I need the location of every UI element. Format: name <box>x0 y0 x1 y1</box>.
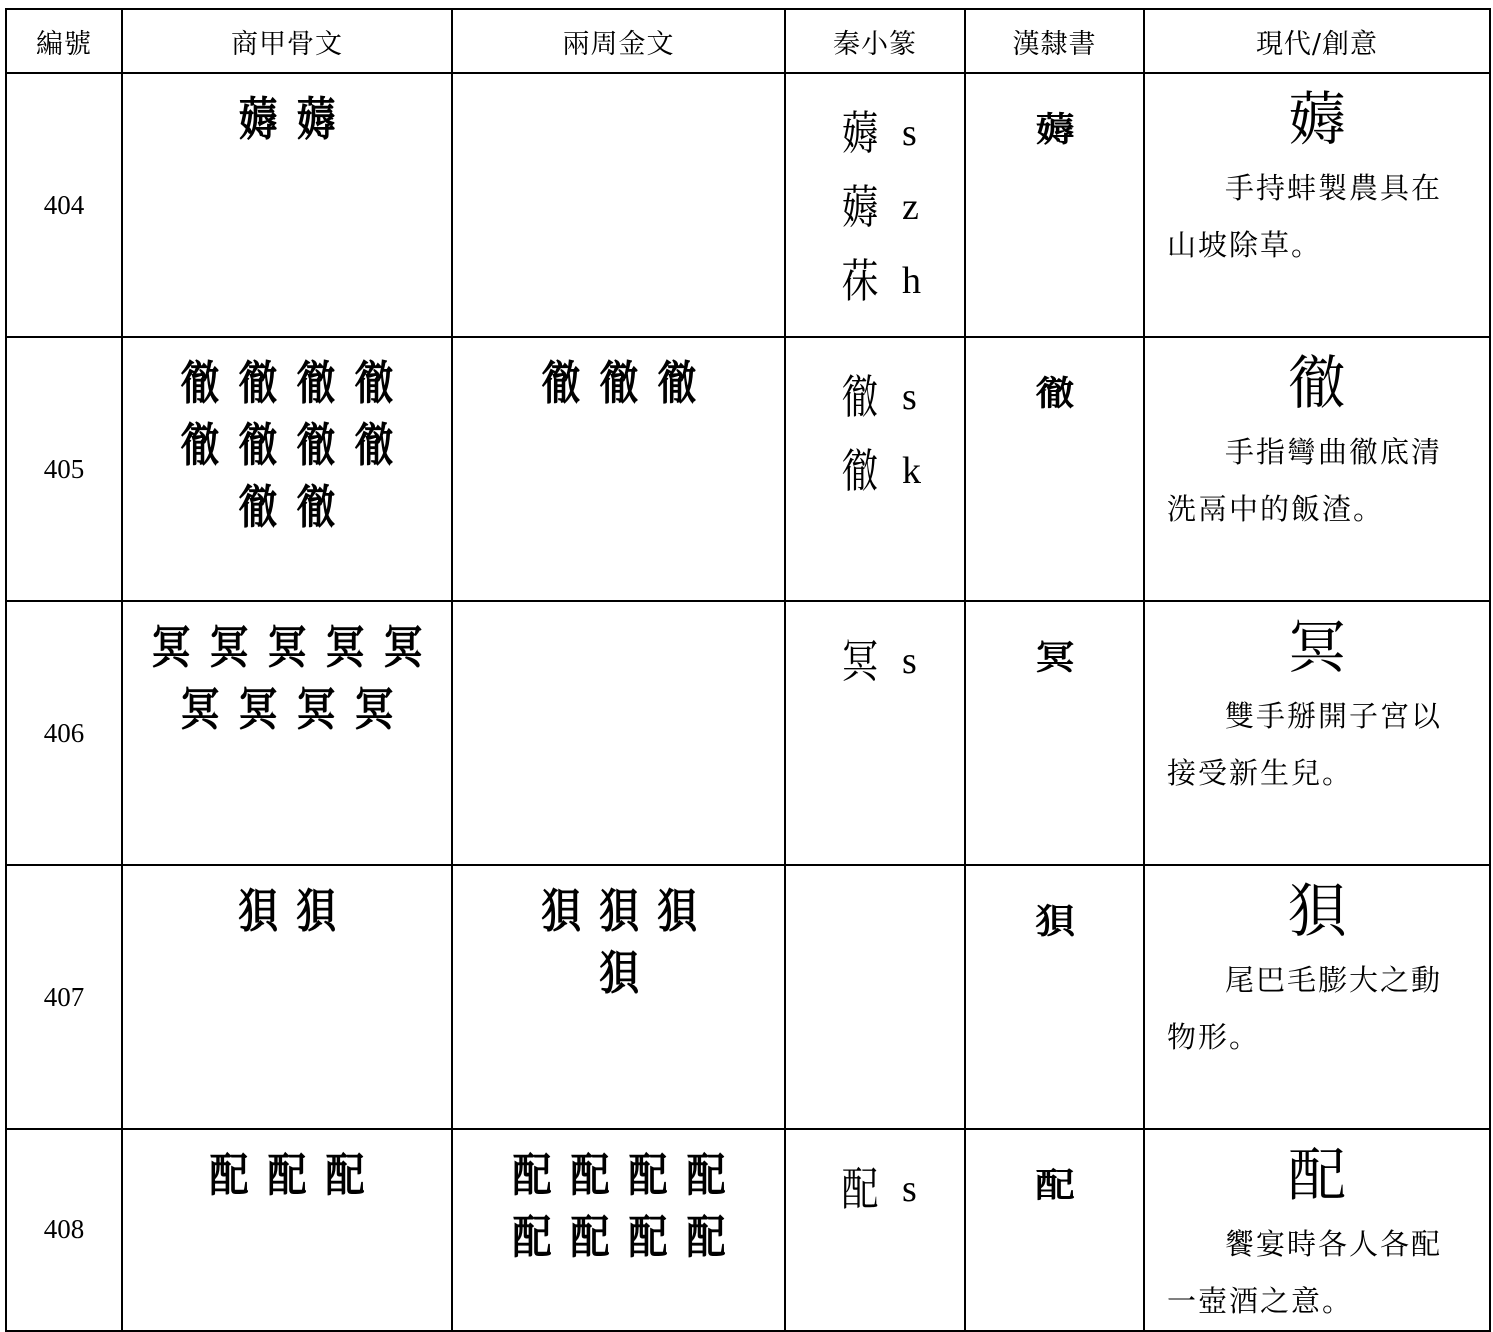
clerical-cell <box>965 73 1144 337</box>
bronze-glyph: 配 <box>685 1148 726 1202</box>
oracle-bone-glyph: 徹 <box>238 480 278 535</box>
oracle-bone-glyph: 狽 <box>238 884 278 938</box>
oracle-bone-line <box>135 88 439 150</box>
creative-explanation: 尾巴毛膨大之動物形。 <box>1167 962 1443 1054</box>
oracle-bone-cell <box>122 865 452 1129</box>
creative-explanation: 饗宴時各人各配一壺酒之意。 <box>1167 1226 1443 1318</box>
bronze-line <box>465 1144 772 1206</box>
bronze-glyph: 配 <box>685 1210 726 1265</box>
small-seal-cell <box>785 73 965 337</box>
bronze-glyph: 狽 <box>540 884 581 938</box>
modern-cell <box>1144 337 1490 601</box>
oracle-bone-glyph: 冥 <box>354 682 394 737</box>
modern-cell <box>1144 73 1490 337</box>
bronze-line <box>465 352 772 414</box>
small-seal-entry <box>836 434 964 508</box>
small-seal-source-tag: s <box>902 376 917 418</box>
small-seal-glyph: 薅 <box>841 106 879 160</box>
oracle-bone-glyph: 配 <box>209 1148 249 1202</box>
small-seal-glyph: 茠 <box>841 254 879 308</box>
oracle-bone-glyph: 徹 <box>238 418 278 473</box>
header-modern: 現代/創意 <box>1144 9 1490 73</box>
bronze-glyph: 徹 <box>656 356 697 410</box>
bronze-line <box>465 1206 772 1268</box>
oracle-bone-cell <box>122 337 452 601</box>
header-number: 編號 <box>6 9 122 73</box>
bronze-glyph: 配 <box>569 1148 610 1202</box>
oracle-bone-glyph: 冥 <box>209 620 249 674</box>
small-seal-glyph: 配 <box>841 1162 879 1216</box>
small-seal-source-tag: k <box>902 450 921 492</box>
oracle-bone-line <box>135 616 439 678</box>
small-seal-entry <box>836 96 964 170</box>
bronze-glyph: 配 <box>511 1148 552 1202</box>
oracle-bone-line <box>135 414 439 476</box>
bronze-cell <box>452 337 785 601</box>
clerical-cell <box>965 865 1144 1129</box>
creative-explanation: 雙手掰開子宮以接受新生兒。 <box>1167 698 1443 790</box>
creative-explanation: 手指彎曲徹底清洗鬲中的飯渣。 <box>1167 434 1443 526</box>
entry-number: 408 <box>6 1129 122 1331</box>
oracle-bone-cell <box>122 601 452 865</box>
modern-cell <box>1144 865 1490 1129</box>
small-seal-source-tag: s <box>902 640 917 682</box>
clerical-glyph: 徹 <box>1034 374 1075 414</box>
oracle-bone-glyph: 徹 <box>354 418 394 473</box>
oracle-bone-glyph: 配 <box>325 1148 365 1202</box>
bronze-glyph: 配 <box>627 1148 668 1202</box>
oracle-bone-line <box>135 476 439 538</box>
bronze-cell <box>452 73 785 337</box>
bronze-cell <box>452 1129 785 1331</box>
small-seal-entry <box>836 1152 964 1226</box>
clerical-cell <box>965 1129 1144 1331</box>
oracle-bone-glyph: 徹 <box>180 356 220 410</box>
modern-cell <box>1144 1129 1490 1331</box>
bronze-glyph: 配 <box>511 1210 552 1265</box>
modern-character: 冥 <box>1287 613 1346 681</box>
small-seal-entry <box>836 624 964 698</box>
clerical-cell <box>965 601 1144 865</box>
clerical-glyph: 薅 <box>1034 110 1075 150</box>
bronze-line <box>465 942 772 1004</box>
clerical-glyph: 狽 <box>1034 902 1075 942</box>
oracle-bone-glyph: 冥 <box>383 620 423 674</box>
oracle-bone-glyph: 配 <box>267 1148 307 1202</box>
oracle-bone-glyph: 冥 <box>267 620 307 674</box>
header-row <box>6 9 1490 73</box>
clerical-glyph: 冥 <box>1034 638 1075 678</box>
header-small-seal: 秦小篆 <box>785 9 965 73</box>
table-row <box>6 601 1490 865</box>
small-seal-cell <box>785 1129 965 1331</box>
bronze-glyph: 配 <box>569 1210 610 1265</box>
modern-character: 徹 <box>1287 349 1346 417</box>
modern-character: 薅 <box>1287 85 1346 153</box>
clerical-glyph: 配 <box>1034 1166 1075 1206</box>
creative-explanation: 手持蚌製農具在山坡除草。 <box>1167 170 1443 262</box>
modern-character: 狽 <box>1287 877 1346 945</box>
table-row <box>6 337 1490 601</box>
oracle-bone-glyph: 薅 <box>238 92 278 146</box>
small-seal-cell <box>785 337 965 601</box>
bronze-glyph: 狽 <box>598 884 639 938</box>
clerical-cell <box>965 337 1144 601</box>
oracle-bone-cell <box>122 73 452 337</box>
bronze-cell <box>452 865 785 1129</box>
oracle-bone-cell <box>122 1129 452 1331</box>
bronze-glyph: 配 <box>627 1210 668 1265</box>
small-seal-glyph: 徹 <box>841 370 879 424</box>
oracle-bone-glyph: 徹 <box>238 356 278 410</box>
bronze-glyph: 徹 <box>598 356 639 410</box>
oracle-bone-glyph: 冥 <box>180 682 220 737</box>
bronze-glyph: 徹 <box>540 356 581 410</box>
small-seal-glyph: 徹 <box>841 444 879 498</box>
oracle-bone-glyph: 徹 <box>296 356 336 410</box>
small-seal-glyph: 冥 <box>841 634 879 688</box>
oracle-bone-glyph: 徹 <box>354 356 394 410</box>
oracle-bone-line <box>135 1144 439 1206</box>
header-oracle-bone: 商甲骨文 <box>122 9 452 73</box>
entry-number: 405 <box>6 337 122 601</box>
oracle-bone-line <box>135 880 439 942</box>
oracle-bone-glyph: 冥 <box>325 620 365 674</box>
entry-number: 407 <box>6 865 122 1129</box>
small-seal-glyph: 薅 <box>841 180 879 234</box>
oracle-bone-line <box>135 678 439 740</box>
entry-number: 406 <box>6 601 122 865</box>
oracle-bone-glyph: 冥 <box>151 620 191 674</box>
header-clerical: 漢隸書 <box>965 9 1144 73</box>
header-bronze: 兩周金文 <box>452 9 785 73</box>
modern-character: 配 <box>1287 1141 1346 1209</box>
bronze-line <box>465 880 772 942</box>
modern-cell <box>1144 601 1490 865</box>
oracle-bone-glyph: 狽 <box>296 884 336 938</box>
small-seal-cell <box>785 601 965 865</box>
bronze-glyph: 狽 <box>656 884 697 938</box>
oracle-bone-glyph: 冥 <box>296 682 336 737</box>
small-seal-source-tag: z <box>902 186 919 228</box>
oracle-bone-glyph: 冥 <box>238 682 278 737</box>
bronze-glyph: 狽 <box>598 946 639 1001</box>
oracle-bone-line <box>135 352 439 414</box>
small-seal-cell <box>785 865 965 1129</box>
table-row <box>6 73 1490 337</box>
small-seal-source-tag: s <box>902 1168 917 1210</box>
small-seal-entry <box>836 360 964 434</box>
table-row <box>6 1129 1490 1331</box>
oracle-bone-glyph: 徹 <box>296 480 336 535</box>
character-evolution-table <box>5 8 1491 1332</box>
entry-number: 404 <box>6 73 122 337</box>
oracle-bone-glyph: 徹 <box>296 418 336 473</box>
small-seal-entry <box>836 244 964 318</box>
bronze-cell <box>452 601 785 865</box>
small-seal-source-tag: s <box>902 112 917 154</box>
small-seal-entry <box>836 170 964 244</box>
oracle-bone-glyph: 徹 <box>180 418 220 473</box>
small-seal-source-tag: h <box>902 260 921 302</box>
oracle-bone-glyph: 薅 <box>296 92 336 146</box>
table-row <box>6 865 1490 1129</box>
